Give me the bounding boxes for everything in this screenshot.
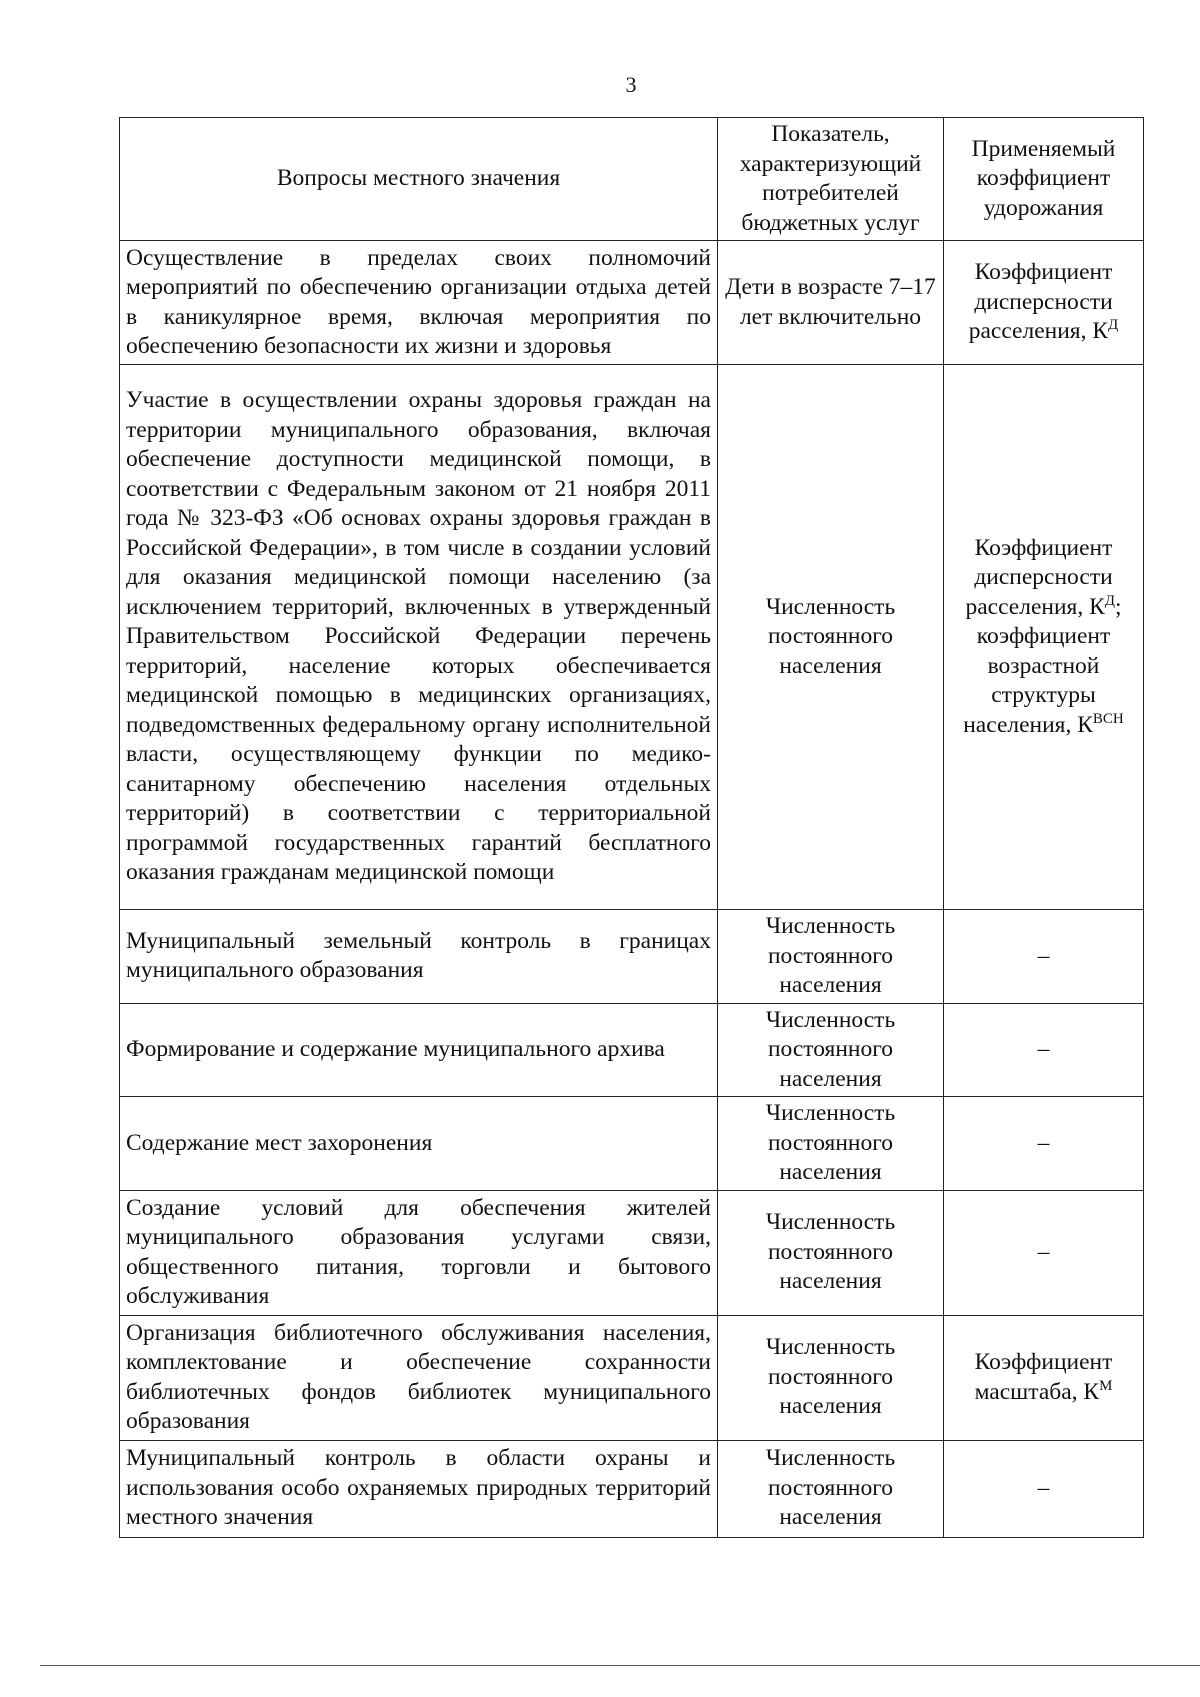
table-row bbox=[120, 241, 1144, 365]
coef-text: Коэффициент дисперсности расселения, К bbox=[968, 259, 1113, 345]
coef-sup: Д bbox=[1104, 592, 1115, 609]
cell-indicator: Численность постоянного населения bbox=[718, 365, 944, 910]
coef-text: Коэффициент дисперсности расселения, К bbox=[965, 534, 1113, 620]
footer-rule bbox=[40, 1665, 1200, 1666]
cell-coefficient: – bbox=[944, 1097, 1144, 1191]
local-issues-table bbox=[119, 117, 1144, 1538]
cell-indicator: Численность постоянного населения bbox=[718, 1097, 944, 1191]
table-row bbox=[120, 910, 1144, 1004]
cell-issue: Осуществление в пределах своих полномочий мероприятий по обеспечению организации отдыха детей в каникулярное время, включая мероприятия по обеспечению безопасности их жизни и здоровья bbox=[120, 241, 718, 365]
cell-issue: Организация библиотечного обслуживания населения, комплектование и обеспечение сохранности библиотечных фондов библиотек муниципального образования bbox=[120, 1315, 718, 1440]
cell-indicator: Численность постоянного населения bbox=[718, 1315, 944, 1440]
cell-coefficient bbox=[944, 1315, 1144, 1440]
table-row bbox=[120, 1003, 1144, 1097]
table-header-row bbox=[120, 118, 1144, 241]
coef-text: Коэффициент масштаба, К bbox=[974, 1349, 1113, 1405]
cell-coefficient: – bbox=[944, 1190, 1144, 1315]
header-issue: Вопросы местного значения bbox=[120, 118, 718, 241]
cell-coefficient: – bbox=[944, 1003, 1144, 1097]
table-row bbox=[120, 1315, 1144, 1440]
cell-indicator: Численность постоянного населения bbox=[718, 910, 944, 1004]
cell-indicator: Численность постоянного населения bbox=[718, 1003, 944, 1097]
table-row bbox=[120, 1097, 1144, 1191]
cell-issue: Создание условий для обеспечения жителей муниципального образования услугами связи, общественного питания, торговли и бытового обслуживания bbox=[120, 1190, 718, 1315]
table-row bbox=[120, 1440, 1144, 1537]
table-row bbox=[120, 1190, 1144, 1315]
cell-coefficient: – bbox=[944, 910, 1144, 1004]
coef-text-2: ; коэффициент возрастной структуры населения, К bbox=[963, 593, 1122, 738]
coef-sup-2: ВСН bbox=[1092, 710, 1124, 727]
cell-indicator: Дети в возрасте 7–17 лет включительно bbox=[718, 241, 944, 365]
cell-issue: Содержание мест захоронения bbox=[120, 1097, 718, 1191]
table-row bbox=[120, 365, 1144, 910]
header-indicator: Показатель, характеризующий потребителей бюджетных услуг bbox=[718, 118, 944, 241]
cell-issue: Муниципальный контроль в области охраны и использования особо охраняемых природных территорий местного значения bbox=[120, 1440, 718, 1537]
cell-issue: Формирование и содержание муниципального архива bbox=[120, 1003, 718, 1097]
cell-issue: Муниципальный земельный контроль в границах муниципального образования bbox=[120, 910, 718, 1004]
coef-sup: М bbox=[1099, 1377, 1113, 1394]
coef-sup: Д bbox=[1108, 317, 1119, 334]
cell-coefficient: – bbox=[944, 1440, 1144, 1537]
page-number: 3 bbox=[625, 72, 637, 97]
cell-indicator: Численность постоянного населения bbox=[718, 1190, 944, 1315]
cell-coefficient bbox=[944, 365, 1144, 910]
cell-coefficient bbox=[944, 241, 1144, 365]
cell-indicator: Численность постоянного населения bbox=[718, 1440, 944, 1537]
cell-issue: Участие в осуществлении охраны здоровья граждан на территории муниципального образования, включая обеспечение доступности медицинской помощи, в соответствии с Федеральным законом от 21 ноября 2011 года № 323-ФЗ «Об основах охраны здоровья граждан в Российской Федерации», в том числе в создании условий для оказания медицинской помощи населению (за исключением территорий, включенных в утвержденный Правительством Российской Федерации перечень территорий, население которых обеспечивается медицинской помощью в медицинских организациях, подведомственных федеральному органу исполнительной власти, осуществляющему функции по медико-санитарному обеспечению населения отдельных территорий) в соответствии с территориальной программой государственных гарантий бесплатного оказания гражданам медицинской помощи bbox=[120, 365, 718, 910]
header-coefficient: Применяемый коэффициент удорожания bbox=[944, 118, 1144, 241]
